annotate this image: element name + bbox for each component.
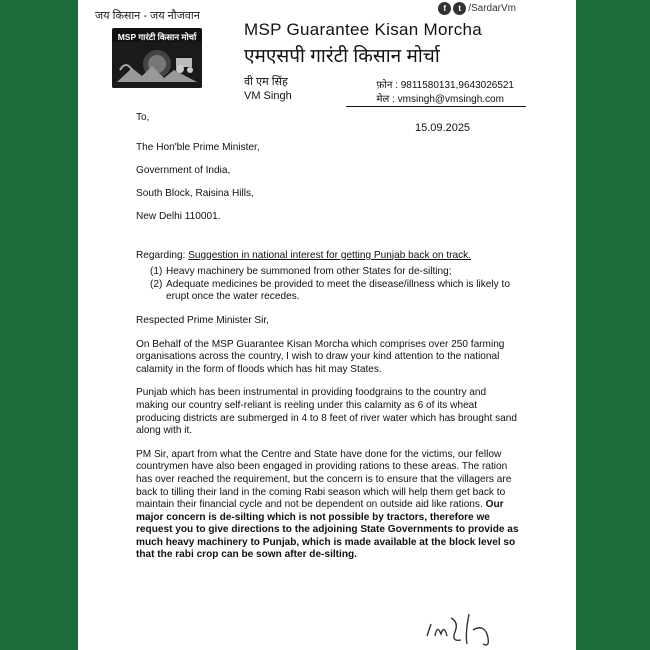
- paragraph-2: Punjab which has been instrumental in providing foodgrains to the country and making our country self-reliant is reeling under this calamity as 6 of its wheat producing districts are submerged in 4 to 8 feet of river water which has brought sand along with it.: [136, 387, 517, 437]
- facebook-icon[interactable]: f: [438, 2, 451, 15]
- paragraph-3: PM Sir, apart from what the Centre and State have done for the victims, our fellow countrymen have also been engaged in providing rations to these areas. The ration has over reached the requirement, but the concern is to ensure that the villagers are back to tilling their land in the coming Rabi season which will help them get back to maintain their financial cycle and not be dependent on outside aid like rations. Our major concern is de-silting which is not possible by tractors, therefore we request you to give directions to the adjoining State Governments to provide as much heavy machinery to Punjab, which is made available at the block level so that the rabi crop can be sown after de-silting.: [136, 448, 519, 561]
- address-line: Government of India,: [136, 164, 231, 176]
- paragraph-3-emphasis: Our major concern is de-silting which is not possible by tractors, therefore we request you to give directions to the adjoining State Governments to provide as much heavy machinery to Punjab, which is made available at the block level so that the rabi crop can be sown after de-silting.: [136, 499, 519, 561]
- logo-farm-scene-icon: [112, 42, 202, 88]
- social-handle: /SardarVm: [468, 3, 516, 14]
- address-line: The Hon'ble Prime Minister,: [136, 141, 260, 153]
- regarding: [136, 250, 520, 263]
- organisation-logo: [112, 28, 202, 88]
- phone-numbers: फ़ोन : 9811580131,9643026521: [376, 80, 514, 91]
- address-line: South Block, Raisina Hills,: [136, 187, 254, 199]
- paragraph-1: On Behalf of the MSP Guarantee Kisan Morcha which comprises over 250 farming organisations across the country, I wish to draw your kind attention to the national calamity in the form of floods which has hit may States.: [136, 338, 505, 375]
- letter-body: [136, 112, 520, 562]
- regarding-subject: Suggestion in national interest for getting Punjab back on track.: [188, 249, 472, 261]
- logo-text: MSP गारंटी किसान मोर्चा: [117, 32, 197, 42]
- person-name-hindi: वी एम सिंह: [244, 76, 288, 88]
- recipient-address: [136, 136, 520, 228]
- letter-date: 15.09.2025: [415, 122, 471, 134]
- list-item: (1) Heavy machinery be summoned from other States for de-silting;: [150, 266, 452, 278]
- regarding-label: Regarding:: [136, 249, 186, 261]
- list-item: (2) Adequate medicines be provided to meet the disease/illness which is likely to erupt once the water recedes.: [150, 278, 510, 303]
- salutation: Respected Prime Minister Sir,: [136, 314, 269, 326]
- person-name-english: VM Singh: [244, 90, 292, 102]
- address-line: New Delhi 110001.: [136, 210, 221, 222]
- suggestion-list: [150, 266, 520, 304]
- letter-page: [78, 0, 576, 650]
- twitter-icon[interactable]: t: [453, 2, 466, 15]
- org-name-hindi: एमएसपी गारंटी किसान मोर्चा: [244, 46, 440, 67]
- signature-image: [421, 610, 511, 648]
- org-name-english: MSP Guarantee Kisan Morcha: [244, 20, 483, 39]
- recipient-to: To,: [136, 112, 150, 123]
- email-address: मेल : vmsingh@vmsingh.com: [376, 94, 504, 105]
- slogan: जय किसान - जय नौजवान: [95, 10, 200, 22]
- contact-details: [377, 79, 514, 107]
- social-links: [438, 2, 516, 15]
- header-divider: [346, 106, 526, 107]
